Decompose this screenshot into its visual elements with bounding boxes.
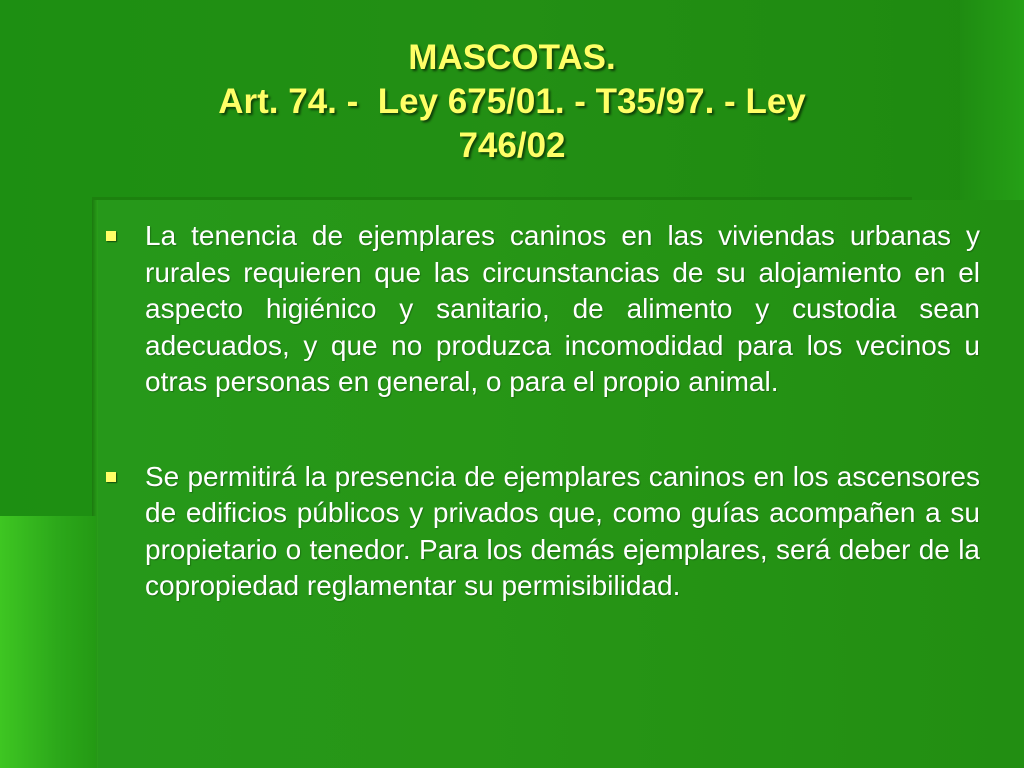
bullet-text: La tenencia de ejemplares caninos en las viviendas urbanas y rurales requieren que las circunstancias de su alojamiento en el aspecto higiénico y sanitario, de alimento y custodia sean adecuados, y que no produzca incomodidad para los vecinos u otras personas en general, o para el propio animal. [145, 220, 980, 397]
bullet-item [104, 459, 980, 605]
slide-body [104, 218, 980, 605]
square-bullet-icon [106, 231, 116, 241]
title-line-2: Art. 74. - Ley 675/01. - T35/97. - Ley [218, 82, 806, 121]
background-accent [0, 516, 96, 768]
bullet-item [104, 218, 980, 401]
slide-title [40, 36, 984, 168]
title-line-1: MASCOTAS. [408, 38, 616, 77]
square-bullet-icon [106, 472, 116, 482]
bullet-text: Se permitirá la presencia de ejemplares caninos en los ascensores de edificios públicos y privados que, como guías acompañen a su propietario o tenedor. Para los demás ejemplares, será deber de la copropiedad reglamentar su permisibilidad. [145, 460, 980, 601]
title-line-3: 746/02 [458, 126, 566, 165]
